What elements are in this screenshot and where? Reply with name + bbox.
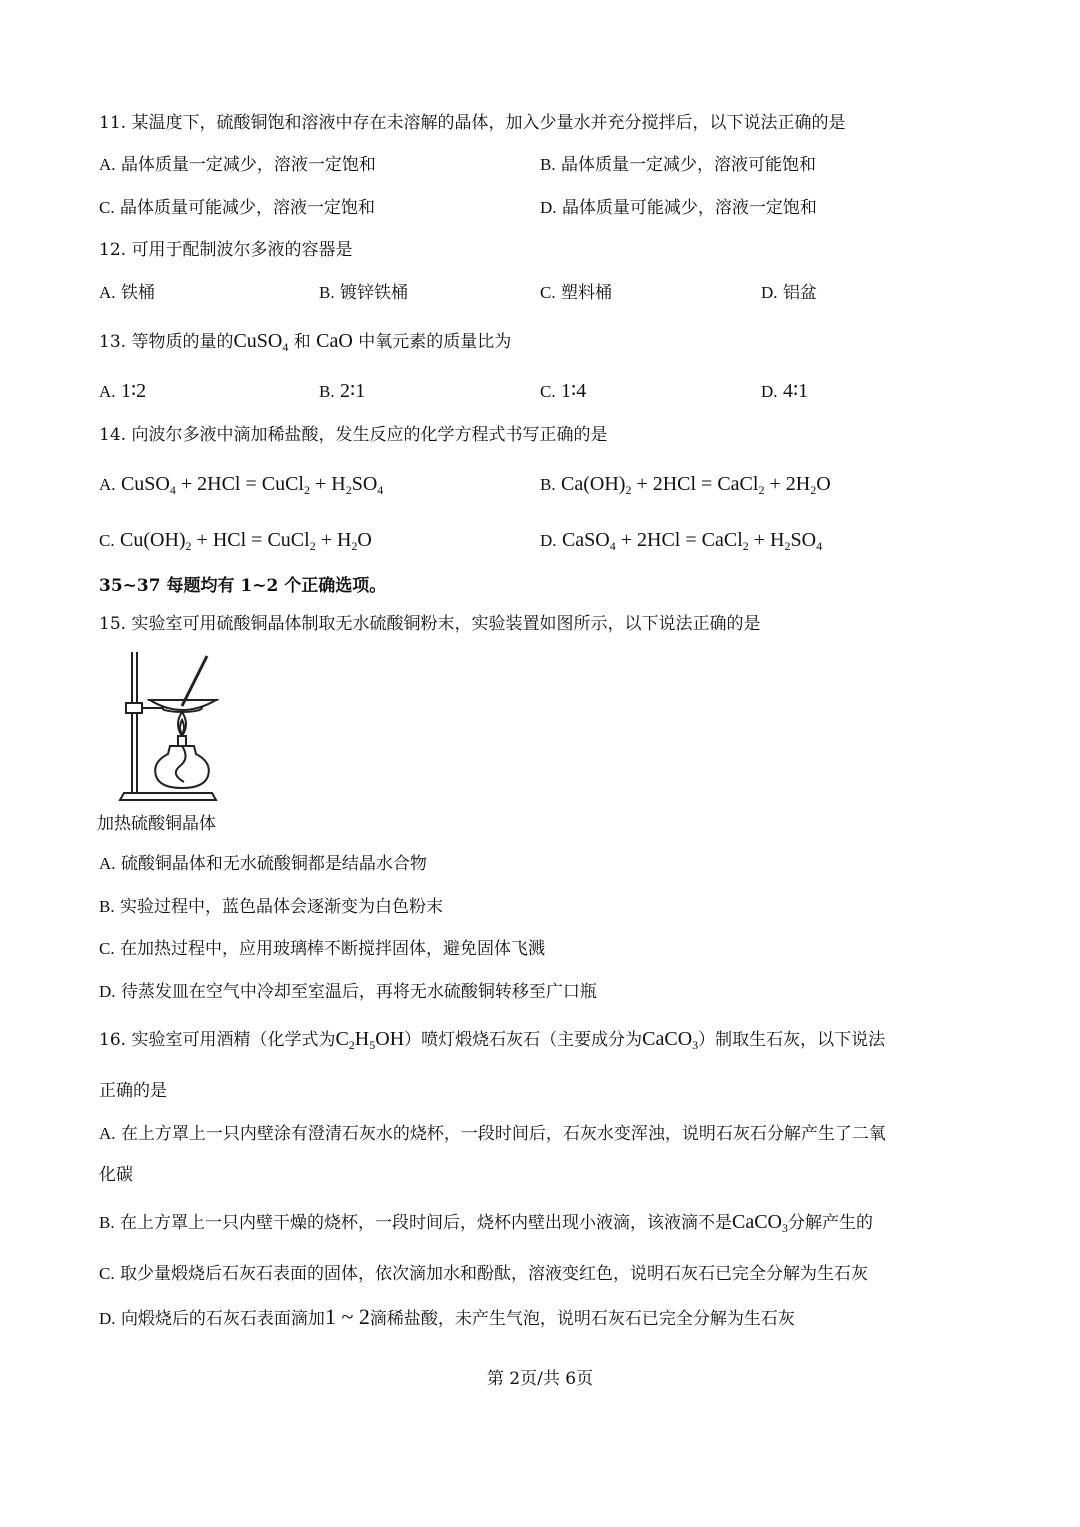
- q16-option-a[interactable]: A. 在上方罩上一只内壁涂有澄清石灰水的烧杯，一段时间后，石灰水变浑浊，说明石灰石分解产生了二氧: [99, 1124, 886, 1144]
- q15-option-a[interactable]: A. 硫酸铜晶体和无水硫酸铜都是结晶水合物: [99, 854, 427, 874]
- q16-option-b[interactable]: B. 在上方罩上一只内壁干燥的烧杯，一段时间后，烧杯内壁出现小液滴，该液滴不是CaCO$_3$分解产生的: [99, 1211, 873, 1235]
- q12-option-d[interactable]: D. 铝盆: [761, 283, 817, 303]
- q14-stem: 14. 向波尔多液中滴加稀盐酸，发生反应的化学方程式书写正确的是: [99, 425, 608, 445]
- formula-caco3: CaCO$_3$: [642, 1028, 699, 1052]
- q12-option-a[interactable]: A. 铁桶: [99, 283, 155, 303]
- q13-option-b[interactable]: B. 2∶1: [319, 380, 366, 402]
- q14-option-d[interactable]: D. CaSO$_4$ + 2HCl = CaCl$_2$ + $H_2SO_4$: [540, 529, 823, 553]
- formula-cuso4: CuSO$_4$: [233, 330, 289, 354]
- q12-option-c[interactable]: C. 塑料桶: [540, 283, 612, 303]
- q11-option-c[interactable]: C. 晶体质量可能减少，溶液一定饱和: [99, 198, 375, 218]
- q13-option-d[interactable]: D. 4∶1: [761, 380, 809, 402]
- q11-option-b[interactable]: B. 晶体质量一定减少，溶液可能饱和: [540, 155, 816, 175]
- q11-option-a[interactable]: A. 晶体质量一定减少，溶液一定饱和: [99, 155, 376, 175]
- figure-caption: 加热硫酸铜晶体: [97, 814, 216, 834]
- q13-stem: 13. 等物质的量的CuSO$_4$ 和 CaO 中氧元素的质量比为: [99, 330, 512, 354]
- q13-option-c[interactable]: C. 1∶4: [540, 380, 587, 402]
- q14-option-c[interactable]: C. $Cu(OH)_2$ + HCl = CuCl$_2$ + $H_2O$: [99, 529, 372, 553]
- q15-option-c[interactable]: C. 在加热过程中，应用玻璃棒不断搅拌固体，避免固体飞溅: [99, 939, 545, 959]
- q12-stem: 12. 可用于配制波尔多液的容器是: [99, 240, 353, 260]
- section-header: 35~37 每题均有 1~2 个正确选项。: [99, 576, 387, 596]
- q11-stem: 11. 某温度下，硫酸铜饱和溶液中存在未溶解的晶体，加入少量水并充分搅拌后，以下说法正确的是: [99, 113, 846, 133]
- q16-option-a-cont: 化碳: [99, 1165, 133, 1185]
- q16-option-c[interactable]: C. 取少量煅烧后石灰石表面的固体，依次滴加水和酚酞，溶液变红色，说明石灰石已完全分解为生石灰: [99, 1264, 868, 1284]
- q15-option-b[interactable]: B. 实验过程中，蓝色晶体会逐渐变为白色粉末: [99, 897, 443, 917]
- q16-option-d[interactable]: D. 向煅烧后的石灰石表面滴加1 ~ 2滴稀盐酸，未产生气泡，说明石灰石已完全分解为生石灰: [99, 1304, 795, 1329]
- q14-option-a[interactable]: A. CuSO$_4$ + 2HCl = CuCl$_2$ + $H_2SO_4$: [99, 473, 384, 497]
- page-footer: 第 2页/共 6页: [486, 1369, 594, 1389]
- q15-stem: 15. 实验室可用硫酸铜晶体制取无水硫酸铜粉末，实验装置如图所示，以下说法正确的是: [99, 614, 761, 634]
- q16-stem-line2: 正确的是: [99, 1081, 167, 1101]
- apparatus-figure: [112, 648, 224, 810]
- q14-option-b[interactable]: B. $Ca(OH)_2 + 2HCl$ = CaCl$_2$ + $2H_2O$: [540, 473, 831, 497]
- q12-option-b[interactable]: B. 镀锌铁桶: [319, 283, 408, 303]
- formula-ethanol: $C_2H_5OH$: [335, 1028, 405, 1052]
- q13-option-a[interactable]: A. 1∶2: [99, 380, 147, 402]
- q11-option-d[interactable]: D. 晶体质量可能减少，溶液一定饱和: [540, 198, 817, 218]
- q15-option-d[interactable]: D. 待蒸发皿在空气中冷却至室温后，再将无水硫酸铜转移至广口瓶: [99, 982, 597, 1002]
- formula-cao: CaO: [316, 330, 353, 352]
- q16-stem: 16. 实验室可用酒精（化学式为$C_2H_5OH$）喷灯煅烧石灰石（主要成分为CaCO$_3$）制取生石灰，以下说法: [99, 1028, 886, 1052]
